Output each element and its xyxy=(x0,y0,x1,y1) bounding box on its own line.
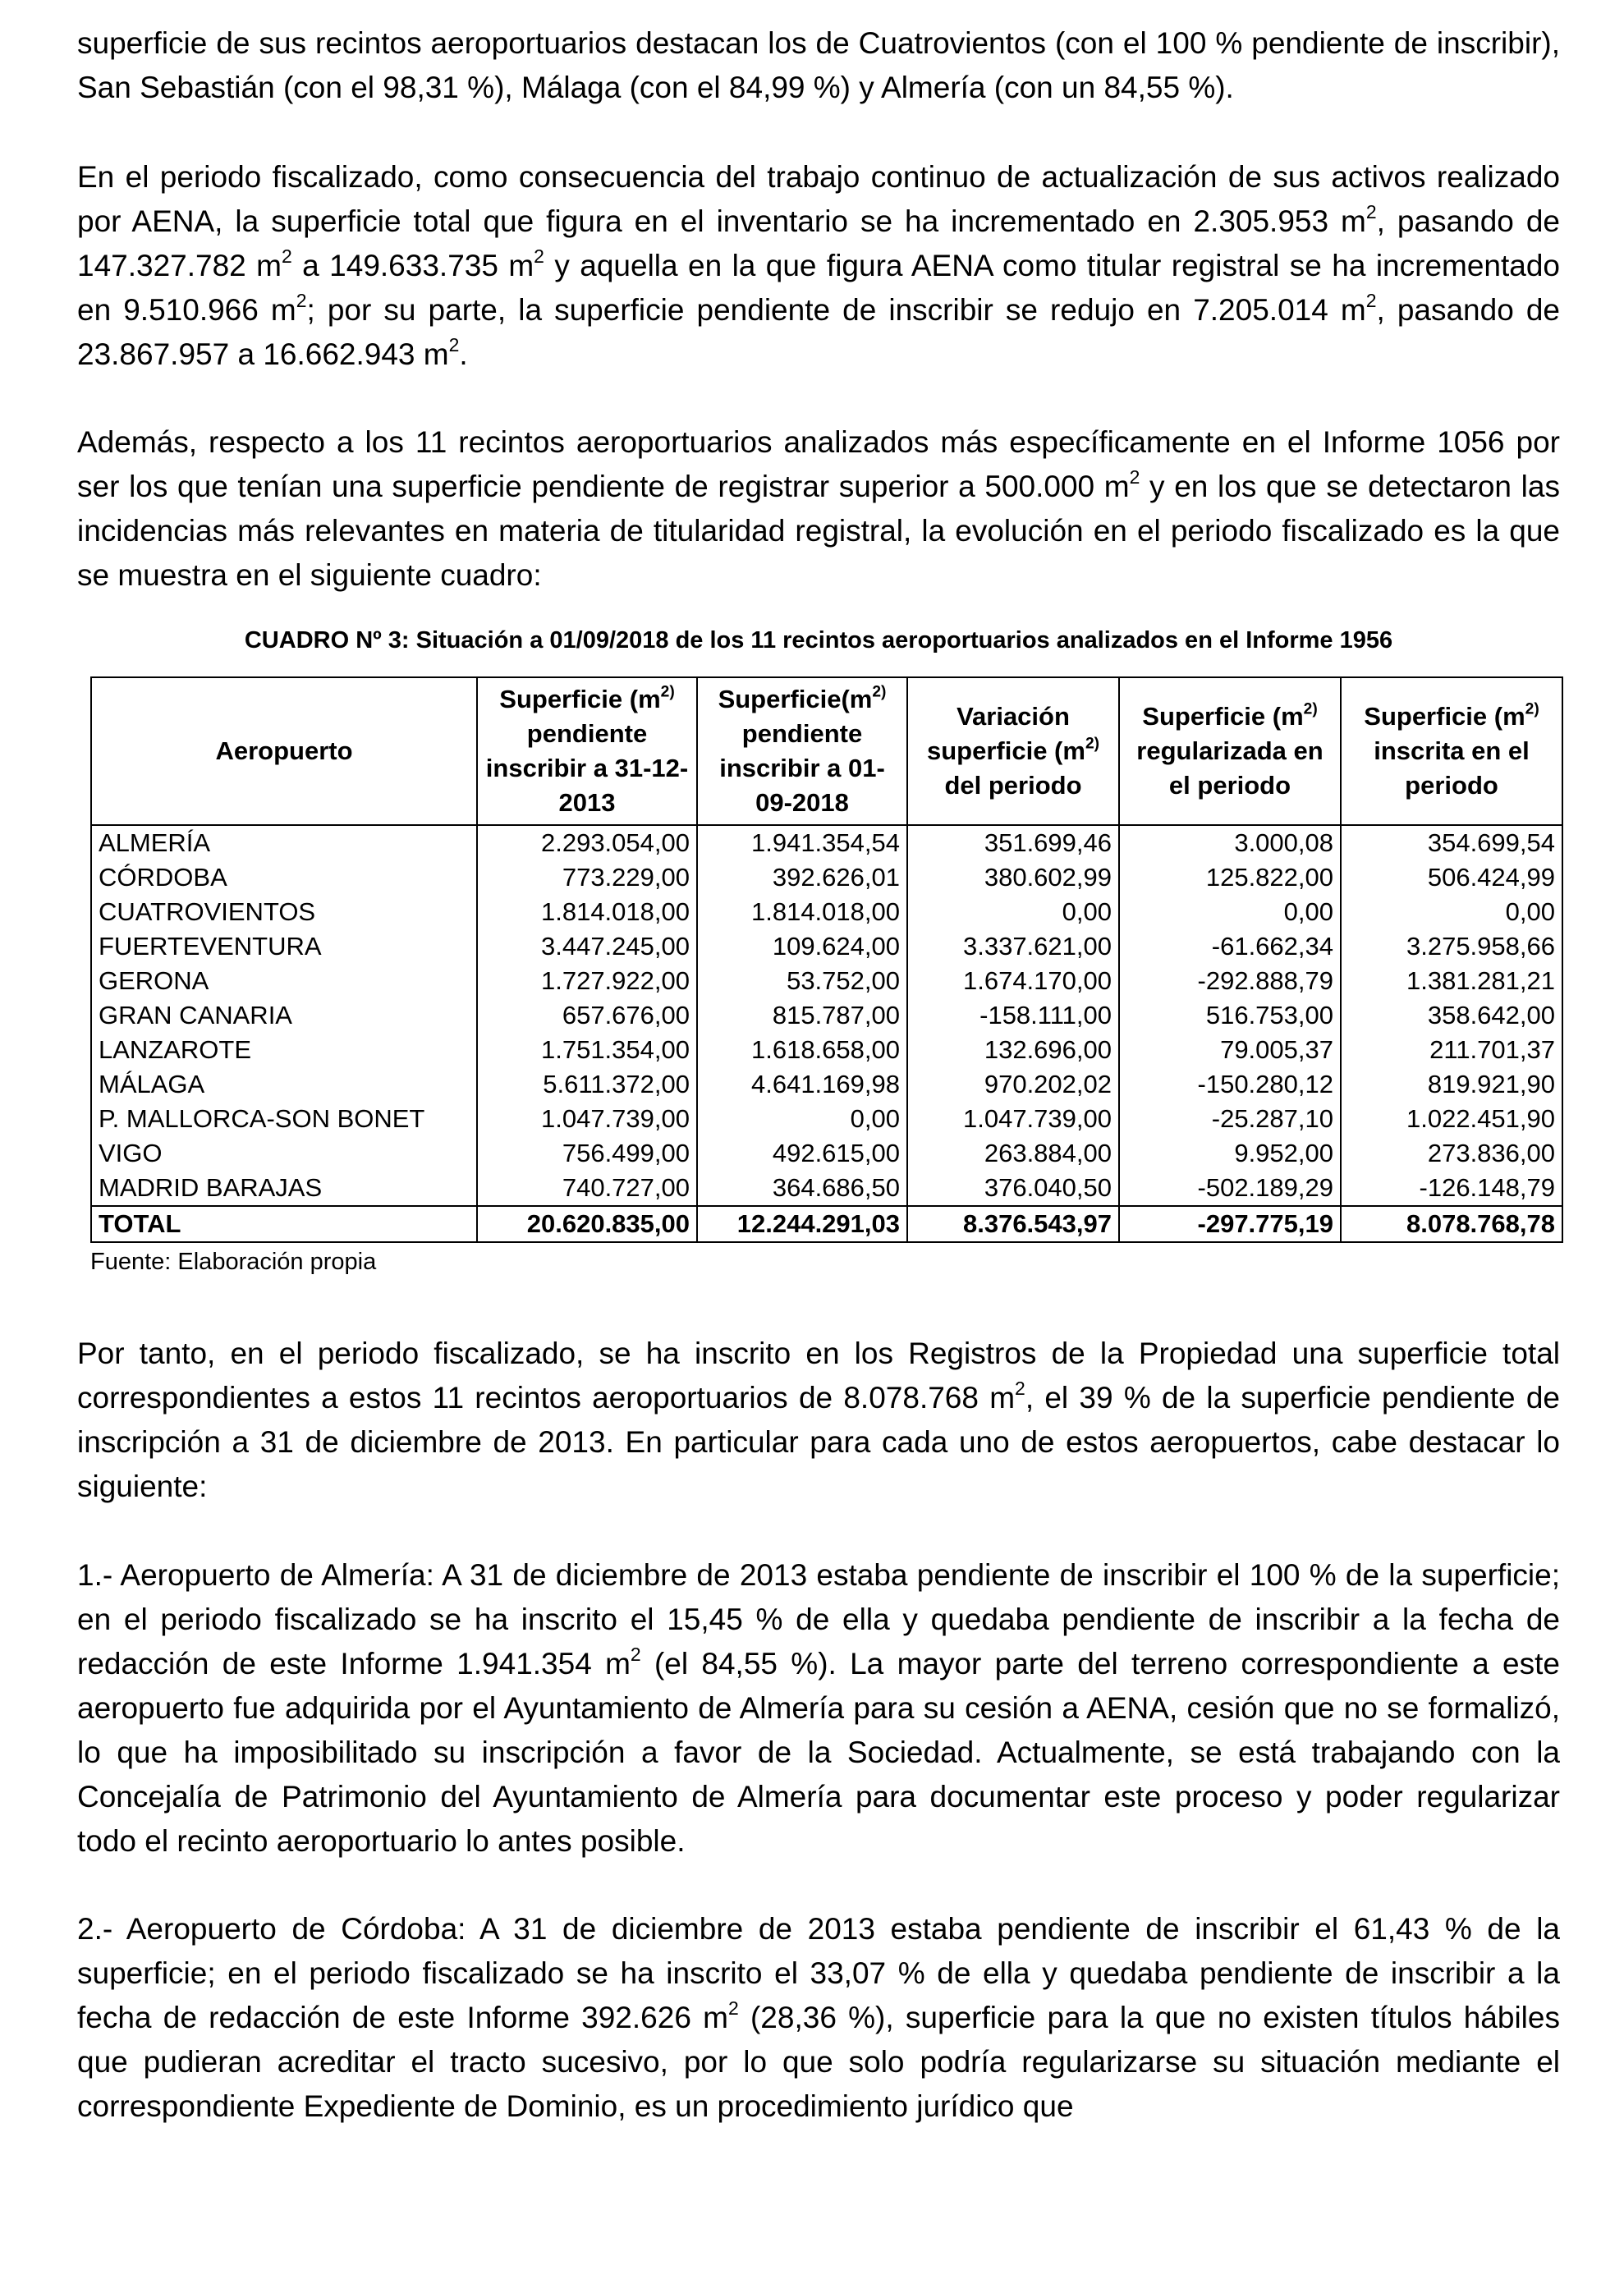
row-airport-name: MADRID BARAJAS xyxy=(91,1171,477,1206)
row-value: 1.674.170,00 xyxy=(907,964,1119,998)
row-value: 351.699,46 xyxy=(907,825,1119,860)
table-row xyxy=(91,825,1562,860)
table-row xyxy=(91,1033,1562,1067)
row-value: 358.642,00 xyxy=(1341,998,1562,1033)
row-airport-name: FUERTEVENTURA xyxy=(91,929,477,964)
paragraph-almeria-text-b: (el 84,55 %). La mayor parte del terreno correspondiente a este aeropuerto fue adquirida por el Ayuntamiento de Almería para su cesión a AENA, cesión que no se formalizó, lo que ha imposibilitado su inscripción a favor de la Sociedad. Actualmente, se está trabajando con la Concejalía de Patrimonio del Ayuntamiento de Almería para documentar este proceso y poder regularizar todo el recinto aeroportuario lo antes posible. xyxy=(77,1647,1560,1858)
total-value: 12.244.291,03 xyxy=(697,1206,907,1242)
row-value: 273.836,00 xyxy=(1341,1136,1562,1171)
header-inscribed-text: Superficie (m xyxy=(1364,702,1525,731)
table-row xyxy=(91,998,1562,1033)
row-value: 3.000,08 xyxy=(1119,825,1341,860)
paragraph-almeria-text-a: 1.- Aeropuerto de Almería: A 31 de diciembre de 2013 estaba pendiente de inscribir el 100 % de la superficie; en el periodo fiscalizado se ha inscrito el 15,45 % de ella y quedaba pendiente de inscribir a la fecha de redacción de este Informe 1.941.354 m xyxy=(77,1558,1560,1681)
paragraph-4-text-a: Por tanto, en el periodo fiscalizado, se ha inscrito en los Registros de la Propiedad una superficie total correspondientes a estos 11 recintos aeroportuarios de 8.078.768 m xyxy=(77,1337,1560,1415)
row-value: 9.952,00 xyxy=(1119,1136,1341,1171)
header-regularized-text-b: regularizada en el periodo xyxy=(1136,736,1324,800)
paragraph-3-text-b: y en los que se detectaron las incidencias más relevantes en materia de titularidad registral, la evolución en el periodo fiscalizado es la que se muestra en el siguiente cuadro: xyxy=(77,470,1560,592)
header-regularized-text: Superficie (m xyxy=(1142,702,1304,731)
row-value: 2.293.054,00 xyxy=(477,825,697,860)
total-label: TOTAL xyxy=(91,1206,477,1242)
paragraph-4-text-b: , el 39 % de la superficie pendiente de inscripción a 31 de diciembre de 2013. En particular para cada uno de estos aeropuertos, cabe destacar lo siguiente: xyxy=(77,1381,1560,1503)
header-pending-2013-text: Superficie (m xyxy=(499,685,661,713)
row-airport-name: MÁLAGA xyxy=(91,1067,477,1102)
row-value: 392.626,01 xyxy=(697,860,907,895)
superscript: 2) xyxy=(1303,700,1318,718)
row-value: 1.814.018,00 xyxy=(477,895,697,929)
paragraph-almeria xyxy=(77,1553,1560,1864)
superscript: 2) xyxy=(1085,735,1100,753)
paragraph-2-text-f: , pasando de 23.867.957 a 16.662.943 m xyxy=(77,293,1561,371)
superscript: 2 xyxy=(534,245,544,267)
paragraph-2-text-e: ; por su parte, la superficie pendiente de inscribir se redujo en 7.205.014 m xyxy=(306,293,1366,327)
row-value: 79.005,37 xyxy=(1119,1033,1341,1067)
table-source: Fuente: Elaboración propia xyxy=(90,1249,377,1275)
row-value: 657.676,00 xyxy=(477,998,697,1033)
row-value: 1.381.281,21 xyxy=(1341,964,1562,998)
table-caption: CUADRO Nº 3: Situación a 01/09/2018 de los 11 recintos aeroportuarios analizados en el Informe 1956 xyxy=(244,627,1393,653)
header-variation xyxy=(907,677,1119,825)
row-value: 354.699,54 xyxy=(1341,825,1562,860)
airports-table xyxy=(90,676,1563,1243)
header-variation-text-b: del periodo xyxy=(944,771,1082,800)
row-value: 492.615,00 xyxy=(697,1136,907,1171)
row-value: 364.686,50 xyxy=(697,1171,907,1206)
superscript: 2) xyxy=(660,683,675,701)
row-value: 1.618.658,00 xyxy=(697,1033,907,1067)
row-value: 970.202,02 xyxy=(907,1067,1119,1102)
row-airport-name: P. MALLORCA-SON BONET xyxy=(91,1102,477,1136)
row-value: 0,00 xyxy=(907,895,1119,929)
row-value: 756.499,00 xyxy=(477,1136,697,1171)
table-container xyxy=(90,676,1562,1243)
table-row xyxy=(91,860,1562,895)
table-row xyxy=(91,1136,1562,1171)
header-pending-2018-text: Superficie(m xyxy=(718,685,873,713)
row-value: 815.787,00 xyxy=(697,998,907,1033)
paragraph-2-text-c: a 149.633.735 m xyxy=(291,249,534,282)
row-value: 0,00 xyxy=(1341,895,1562,929)
superscript: 2 xyxy=(727,1997,739,2019)
header-pending-2013 xyxy=(477,677,697,825)
table-row xyxy=(91,1171,1562,1206)
row-airport-name: CÓRDOBA xyxy=(91,860,477,895)
header-inscribed-text-b: inscrita en el periodo xyxy=(1374,736,1530,800)
paragraph-2-text-b: , pasando de 147.327.782 m xyxy=(77,204,1560,282)
row-value: 1.941.354,54 xyxy=(697,825,907,860)
row-value: 1.814.018,00 xyxy=(697,895,907,929)
paragraph-1-text: superficie de sus recintos aeroportuarios destacan los de Cuatrovientos (con el 100 % pendiente de inscribir), San Sebastián (con el 98,31 %), Málaga (con el 84,99 %) y Almería (con un 84,55 %). xyxy=(77,26,1560,104)
total-value: 8.078.768,78 xyxy=(1341,1206,1562,1242)
row-value: -61.662,34 xyxy=(1119,929,1341,964)
row-value: 819.921,90 xyxy=(1341,1067,1562,1102)
row-value: 5.611.372,00 xyxy=(477,1067,697,1102)
row-airport-name: GERONA xyxy=(91,964,477,998)
paragraph-4 xyxy=(77,1332,1560,1509)
superscript: 2) xyxy=(1525,700,1539,718)
row-value: 263.884,00 xyxy=(907,1136,1119,1171)
header-inscribed xyxy=(1341,677,1562,825)
header-regularized xyxy=(1119,677,1341,825)
row-value: 1.751.354,00 xyxy=(477,1033,697,1067)
paragraph-cordoba-text-a: 2.- Aeropuerto de Córdoba: A 31 de diciembre de 2013 estaba pendiente de inscribir el 61,43 % de la superficie; en el periodo fiscalizado se ha inscrito el 33,07 % de ella y quedaba pendiente de inscribir a la fecha de redacción de este Informe 392.626 m xyxy=(77,1912,1560,2034)
header-variation-text: Variación superficie (m xyxy=(926,702,1085,765)
total-value: -297.775,19 xyxy=(1119,1206,1341,1242)
table-row xyxy=(91,895,1562,929)
row-value: 3.275.958,66 xyxy=(1341,929,1562,964)
row-value: -502.189,29 xyxy=(1119,1171,1341,1206)
total-value: 20.620.835,00 xyxy=(477,1206,697,1242)
superscript: 2 xyxy=(1365,289,1377,311)
row-airport-name: GRAN CANARIA xyxy=(91,998,477,1033)
document-page xyxy=(77,21,1560,2129)
row-airport-name: ALMERÍA xyxy=(91,825,477,860)
superscript: 2 xyxy=(296,289,307,311)
paragraph-cordoba-text-b: (28,36 %), superficie para la que no existen títulos hábiles que pudieran acreditar el tracto sucesivo, por lo que solo podría regularizarse su situación mediante el correspondiente Expediente de Dominio, es un procedimiento jurídico que xyxy=(77,2001,1560,2123)
row-value: 4.641.169,98 xyxy=(697,1067,907,1102)
row-value: -25.287,10 xyxy=(1119,1102,1341,1136)
row-value: 125.822,00 xyxy=(1119,860,1341,895)
table-row xyxy=(91,1102,1562,1136)
row-value: 0,00 xyxy=(1119,895,1341,929)
superscript: 2 xyxy=(630,1643,641,1665)
row-airport-name: VIGO xyxy=(91,1136,477,1171)
paragraph-3-text-a: Además, respecto a los 11 recintos aeroportuarios analizados más específicamente en el Informe 1056 por ser los que tenían una superficie pendiente de registrar superior a 500.000 m xyxy=(77,425,1560,503)
row-value: 773.229,00 xyxy=(477,860,697,895)
superscript: 2) xyxy=(872,683,887,701)
paragraph-2-text-g: . xyxy=(459,337,468,371)
row-airport-name: CUATROVIENTOS xyxy=(91,895,477,929)
row-value: 109.624,00 xyxy=(697,929,907,964)
table-header-row xyxy=(91,677,1562,825)
row-value: -150.280,12 xyxy=(1119,1067,1341,1102)
row-value: 3.447.245,00 xyxy=(477,929,697,964)
header-pending-2018 xyxy=(697,677,907,825)
paragraph-cordoba xyxy=(77,1907,1560,2129)
superscript: 2 xyxy=(1365,200,1377,222)
row-value: 516.753,00 xyxy=(1119,998,1341,1033)
row-value: 506.424,99 xyxy=(1341,860,1562,895)
table-total-row xyxy=(91,1206,1562,1242)
row-value: -158.111,00 xyxy=(907,998,1119,1033)
superscript: 2 xyxy=(448,333,460,355)
superscript: 2 xyxy=(1129,465,1140,488)
row-value: 53.752,00 xyxy=(697,964,907,998)
table-row xyxy=(91,964,1562,998)
table-row xyxy=(91,929,1562,964)
row-value: 211.701,37 xyxy=(1341,1033,1562,1067)
superscript: 2 xyxy=(1015,1377,1025,1399)
row-value: 1.022.451,90 xyxy=(1341,1102,1562,1136)
total-value: 8.376.543,97 xyxy=(907,1206,1119,1242)
row-value: 740.727,00 xyxy=(477,1171,697,1206)
paragraph-2-text-d: y aquella en la que figura AENA como titular registral se ha incrementado en 9.510.966 m xyxy=(77,249,1561,327)
row-value: 3.337.621,00 xyxy=(907,929,1119,964)
paragraph-2-text-a: En el periodo fiscalizado, como consecuencia del trabajo continuo de actualización de sus activos realizado por AENA, la superficie total que figura en el inventario se ha incrementado en 2.305.953 m xyxy=(77,160,1560,238)
paragraph-2 xyxy=(77,155,1560,377)
row-value: -126.148,79 xyxy=(1341,1171,1562,1206)
header-pending-2013-text-b: pendiente inscribir a 31-12-2013 xyxy=(485,719,689,817)
header-airport: Aeropuerto xyxy=(91,677,477,825)
row-value: -292.888,79 xyxy=(1119,964,1341,998)
row-value: 132.696,00 xyxy=(907,1033,1119,1067)
paragraph-3 xyxy=(77,420,1560,598)
paragraph-1 xyxy=(77,21,1560,110)
row-value: 1.727.922,00 xyxy=(477,964,697,998)
header-pending-2018-text-b: pendiente inscribir a 01-09-2018 xyxy=(719,719,885,817)
row-value: 0,00 xyxy=(697,1102,907,1136)
row-value: 1.047.739,00 xyxy=(907,1102,1119,1136)
row-value: 1.047.739,00 xyxy=(477,1102,697,1136)
row-value: 380.602,99 xyxy=(907,860,1119,895)
row-airport-name: LANZAROTE xyxy=(91,1033,477,1067)
table-row xyxy=(91,1067,1562,1102)
row-value: 376.040,50 xyxy=(907,1171,1119,1206)
superscript: 2 xyxy=(282,245,292,267)
